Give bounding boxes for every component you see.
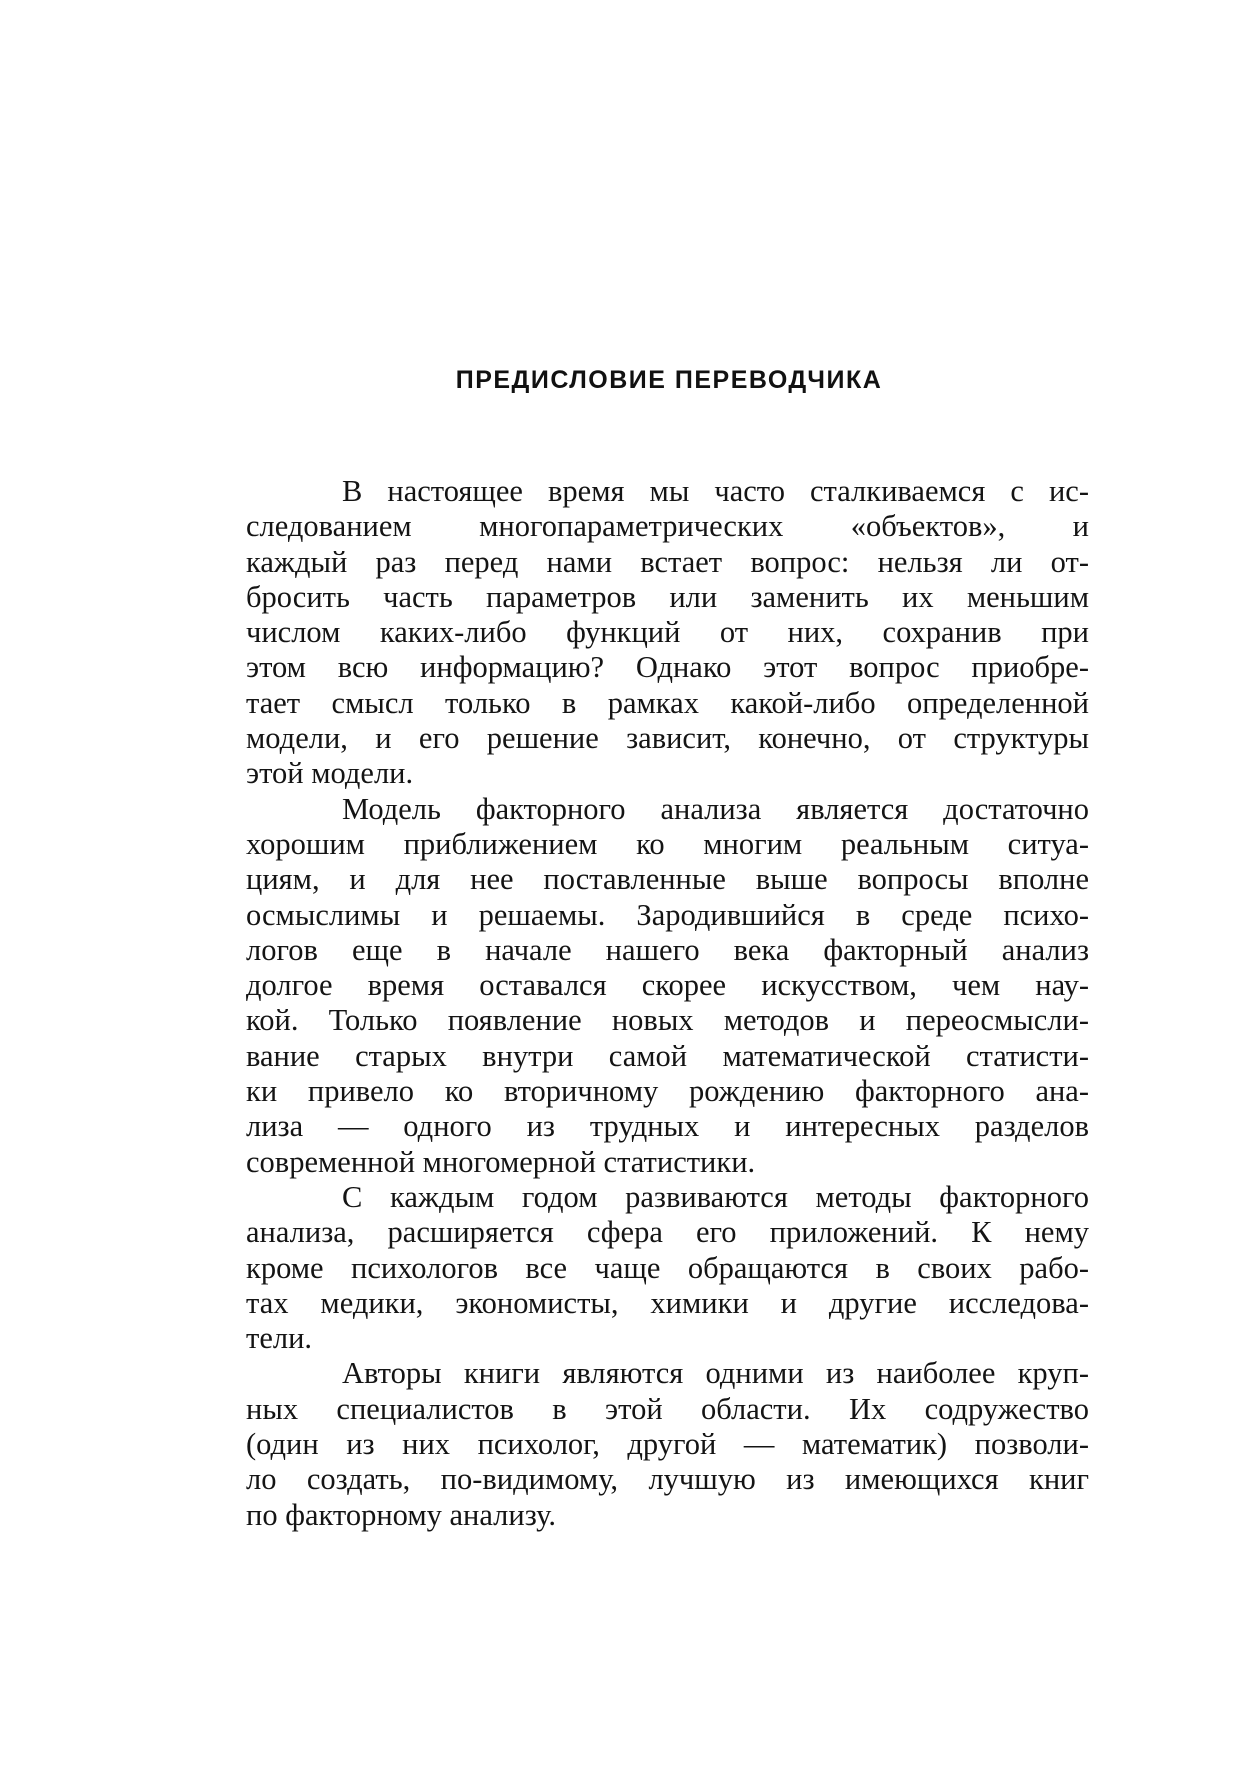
text-line: логов еще в начале нашего века факторный анализ (246, 932, 1089, 967)
page-heading: ПРЕДИСЛОВИЕ ПЕРЕВОДЧИКА (455, 366, 883, 394)
text-line: кой. Только появление новых методов и переосмысли- (246, 1003, 1089, 1038)
text-line: Авторы книги являются одними из наиболее круп- (342, 1356, 1089, 1391)
text-line: тает смысл только в рамках какой-либо определенной (246, 685, 1089, 720)
text-line: ки привело ко вторичному рождению факторного ана- (246, 1074, 1089, 1109)
text-line: (один из них психолог, другой — математик) позволи- (246, 1427, 1089, 1462)
text-line: хорошим приближением ко многим реальным ситуа- (246, 826, 1089, 861)
text-line: лиза — одного из трудных и интересных разделов (246, 1109, 1089, 1144)
text-line: числом каких-либо функций от них, сохранив при (246, 615, 1089, 650)
text-line: этом всю информацию? Однако этот вопрос приобре- (246, 650, 1089, 685)
text-line: ных специалистов в этой области. Их содружество (246, 1391, 1089, 1426)
text-line: долгое время оставался скорее искусством, чем нау- (246, 968, 1089, 1003)
paragraph-2 (246, 792, 1089, 1180)
text-line: тели. (246, 1321, 313, 1356)
text-line: следованием многопараметрических «объектов», и (246, 509, 1089, 544)
text-line: по факторному анализу. (246, 1497, 556, 1532)
text-line: анализа, расширяется сфера его приложений. К нему (246, 1215, 1089, 1250)
text-line: В настоящее время мы часто сталкиваемся с ис- (342, 474, 1089, 508)
paragraph-1 (246, 474, 1089, 792)
text-line: тах медики, экономисты, химики и другие исследова- (246, 1285, 1089, 1320)
text-line: каждый раз перед нами встает вопрос: нельзя ли от- (246, 544, 1089, 579)
text-line: модели, и его решение зависит, конечно, от структуры (246, 721, 1089, 756)
text-line: осмыслимы и решаемы. Зародившийся в среде психо- (246, 897, 1089, 932)
body-text (246, 474, 1089, 1533)
text-line: этой модели. (246, 756, 414, 791)
text-line: С каждым годом развиваются методы факторного (342, 1179, 1089, 1214)
text-line: ло создать, по-видимому, лучшую из имеющихся книг (246, 1462, 1089, 1497)
text-line: циям, и для нее поставленные выше вопросы вполне (246, 862, 1089, 897)
text-line: Модель факторного анализа является достаточно (342, 791, 1089, 826)
text-line: вание старых внутри самой математической статисти- (246, 1038, 1089, 1073)
paragraph-3 (246, 1180, 1089, 1356)
text-line: современной многомерной статистики. (246, 1144, 756, 1179)
text-line: бросить часть параметров или заменить их меньшим (246, 579, 1089, 614)
paragraph-4 (246, 1356, 1089, 1532)
text-line: кроме психологов все чаще обращаются в своих рабо- (246, 1250, 1089, 1285)
